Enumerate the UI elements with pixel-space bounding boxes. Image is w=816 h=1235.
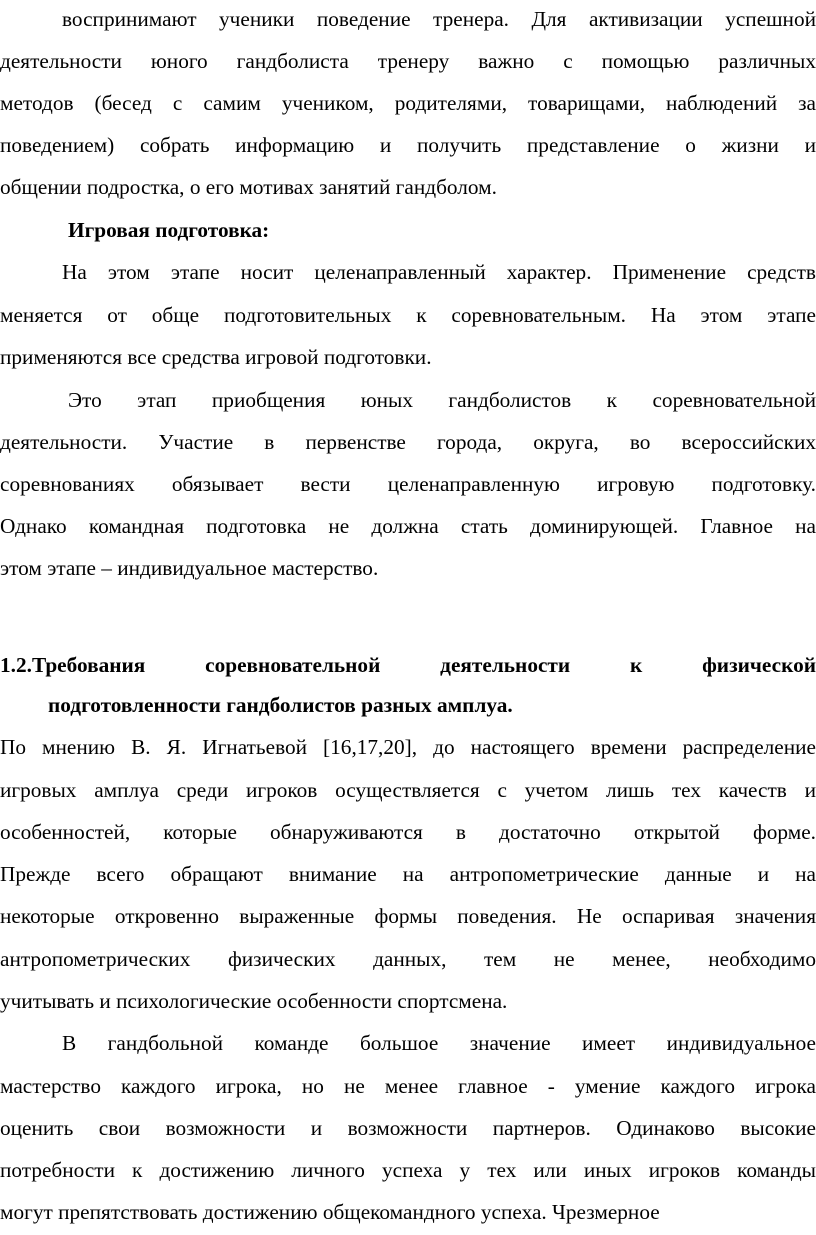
paragraph-3-line-1: Это этап приобщения юных гандболистов к соревновательной [68,388,816,412]
paragraph-4-line-3: особенностей, которые обнаруживаются в достаточно открытой форме. [0,820,816,844]
paragraph-4-line-5: некоторые откровенно выраженные формы поведения. Не оспаривая значения [0,904,816,928]
section-heading-word-4: к [629,653,643,677]
paragraph-2-line-1: На этом этапе носит целенаправленный характер. Применение средств [62,260,816,284]
paragraph-3-line-2: деятельности. Участие в первенстве города, округа, во всероссийских [0,430,816,454]
section-heading-line-1 [0,650,816,680]
section-heading-line-2: подготовленности гандболистов разных амплуа. [48,693,513,717]
game-prep-heading: Игровая подготовка: [68,218,270,242]
paragraph-1-line-3: методов (бесед с самим учеником, родителями, товарищами, наблюдений за [0,91,816,115]
paragraph-4-line-7: учитывать и психологические особенности спортсмена. [0,989,508,1013]
paragraph-5-line-1: В гандбольной команде большое значение имеет индивидуальное [62,1031,816,1055]
paragraph-4-line-2: игровых амплуа среди игроков осуществляется с учетом лишь тех качеств и [0,778,816,802]
section-heading-word-2: соревновательной [205,653,381,677]
paragraph-5-line-2: мастерство каждого игрока, но не менее главное - умение каждого игрока [0,1074,816,1098]
paragraph-1-line-1: воспринимают ученики поведение тренера. Для активизации успешной [62,7,816,31]
paragraph-1-line-5: общении подростка, о его мотивах занятий гандболом. [0,175,497,199]
paragraph-2-line-3: применяются все средства игровой подготовки. [0,345,432,369]
paragraph-5-line-4: потребности к достижению личного успеха у тех или иных игроков команды [0,1158,816,1182]
paragraph-4-line-4: Прежде всего обращают внимание на антропометрические данные и на [0,862,816,886]
paragraph-4-line-1: По мнению В. Я. Игнатьевой [16,17,20], до настоящего времени распределение [0,735,816,759]
paragraph-3-line-4: Однако командная подготовка не должна стать доминирующей. Главное на [0,514,816,538]
section-heading-word-1: 1.2.Требования [0,653,146,677]
paragraph-3-line-3: соревнованиях обязывает вести целенаправленную игровую подготовку. [0,472,816,496]
paragraph-3-line-5: этом этапе – индивидуальное мастерство. [0,556,379,580]
section-heading-word-3: деятельности [440,653,571,677]
paragraph-1-line-2: деятельности юного гандболиста тренеру важно с помощью различных [0,49,816,73]
paragraph-2-line-2: меняется от обще подготовительных к соревновательным. На этом этапе [0,303,816,327]
paragraph-5-line-3: оценить свои возможности и возможности партнеров. Одинаково высокие [0,1116,816,1140]
paragraph-5-line-5: могут препятствовать достижению общекомандного успеха. Чрезмерное [0,1200,660,1224]
paragraph-4-line-6: антропометрических физических данных, тем не менее, необходимо [0,947,816,971]
section-heading-word-5: физической [702,653,816,677]
paragraph-1-line-4: поведением) собрать информацию и получить представление о жизни и [0,133,816,157]
